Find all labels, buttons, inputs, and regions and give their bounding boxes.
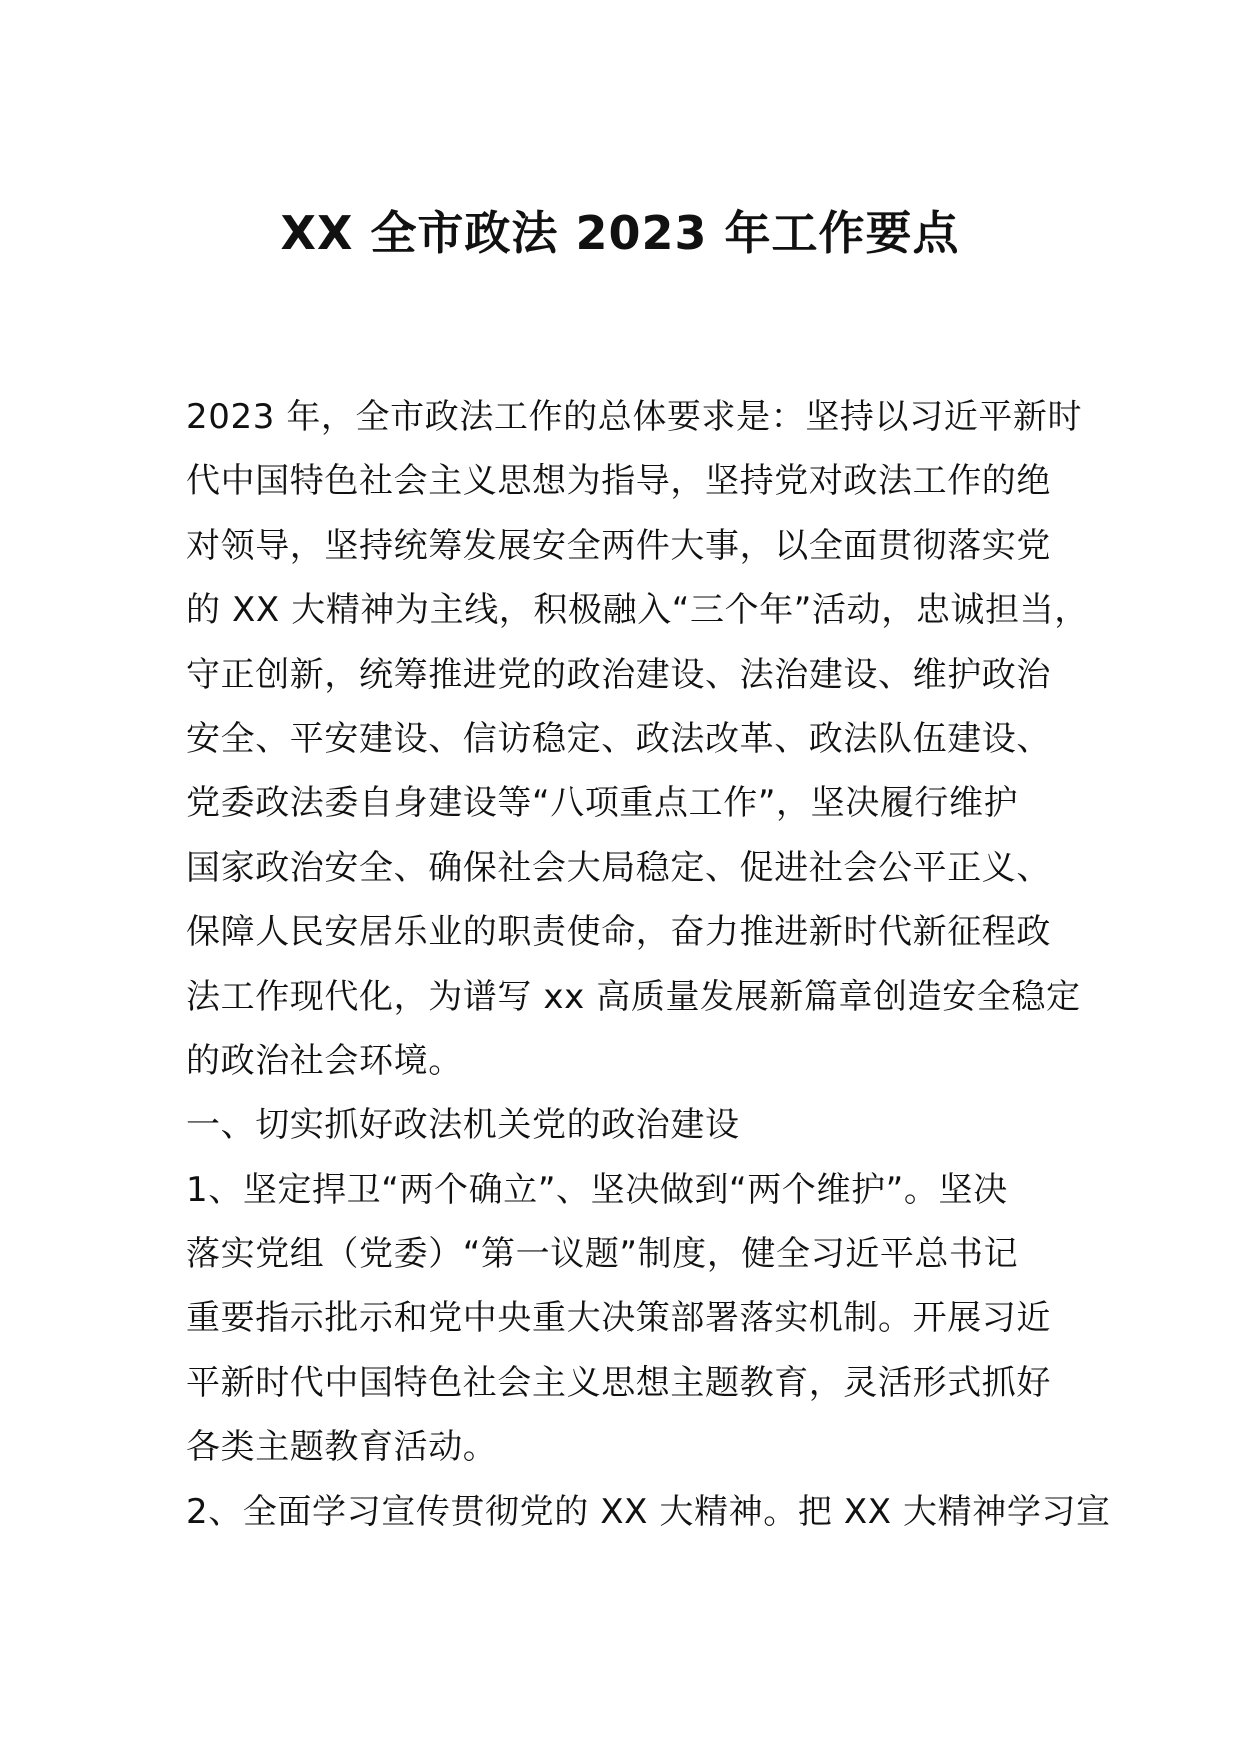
body-line: 平新时代中国特色社会主义思想主题教育，灵活形式抓好 bbox=[186, 1362, 1051, 1403]
body-line: 守正创新，统筹推进党的政治建设、法治建设、维护政治 bbox=[186, 654, 1051, 695]
document-title: XX 全市政法 2023 年工作要点 bbox=[280, 206, 960, 260]
body-line: 法工作现代化，为谱写 xx 高质量发展新篇章创造安全稳定 bbox=[186, 976, 1081, 1017]
body-line: 国家政治安全、确保社会大局稳定、促进社会公平正义、 bbox=[186, 847, 1051, 888]
body-line: 代中国特色社会主义思想为指导，坚持党对政法工作的绝 bbox=[186, 461, 1051, 502]
body-line: 对领导，坚持统筹发展安全两件大事，以全面贯彻落实党 bbox=[186, 525, 1051, 566]
body-line: 的政治社会环境。 bbox=[186, 1040, 463, 1081]
body-line: 各类主题教育活动。 bbox=[186, 1427, 498, 1468]
body-line: 落实党组（党委）“第一议题”制度，健全习近平总书记 bbox=[186, 1234, 1019, 1275]
body-line: 安全、平安建设、信访稳定、政法改革、政法队伍建设、 bbox=[186, 718, 1051, 759]
document-body bbox=[186, 385, 1111, 1544]
body-line: 2、全面学习宣传贯彻党的 XX 大精神。把 XX 大精神学习宣 bbox=[186, 1491, 1111, 1532]
section-heading: 一、切实抓好政法机关党的政治建设 bbox=[186, 1105, 740, 1146]
body-line: 重要指示批示和党中央重大决策部署落实机制。开展习近 bbox=[186, 1298, 1051, 1339]
body-line: 保障人民安居乐业的职责使命，奋力推进新时代新征程政 bbox=[186, 912, 1051, 953]
body-line: 1、坚定捍卫“两个确立”、坚决做到“两个维护”。坚决 bbox=[186, 1169, 1008, 1210]
body-line: 党委政法委自身建设等“八项重点工作”，坚决履行维护 bbox=[186, 783, 1019, 824]
body-line: 2023 年，全市政法工作的总体要求是：坚持以习近平新时 bbox=[186, 397, 1083, 437]
body-line: 的 XX 大精神为主线，积极融入“三个年”活动，忠诚担当， bbox=[186, 590, 1089, 631]
